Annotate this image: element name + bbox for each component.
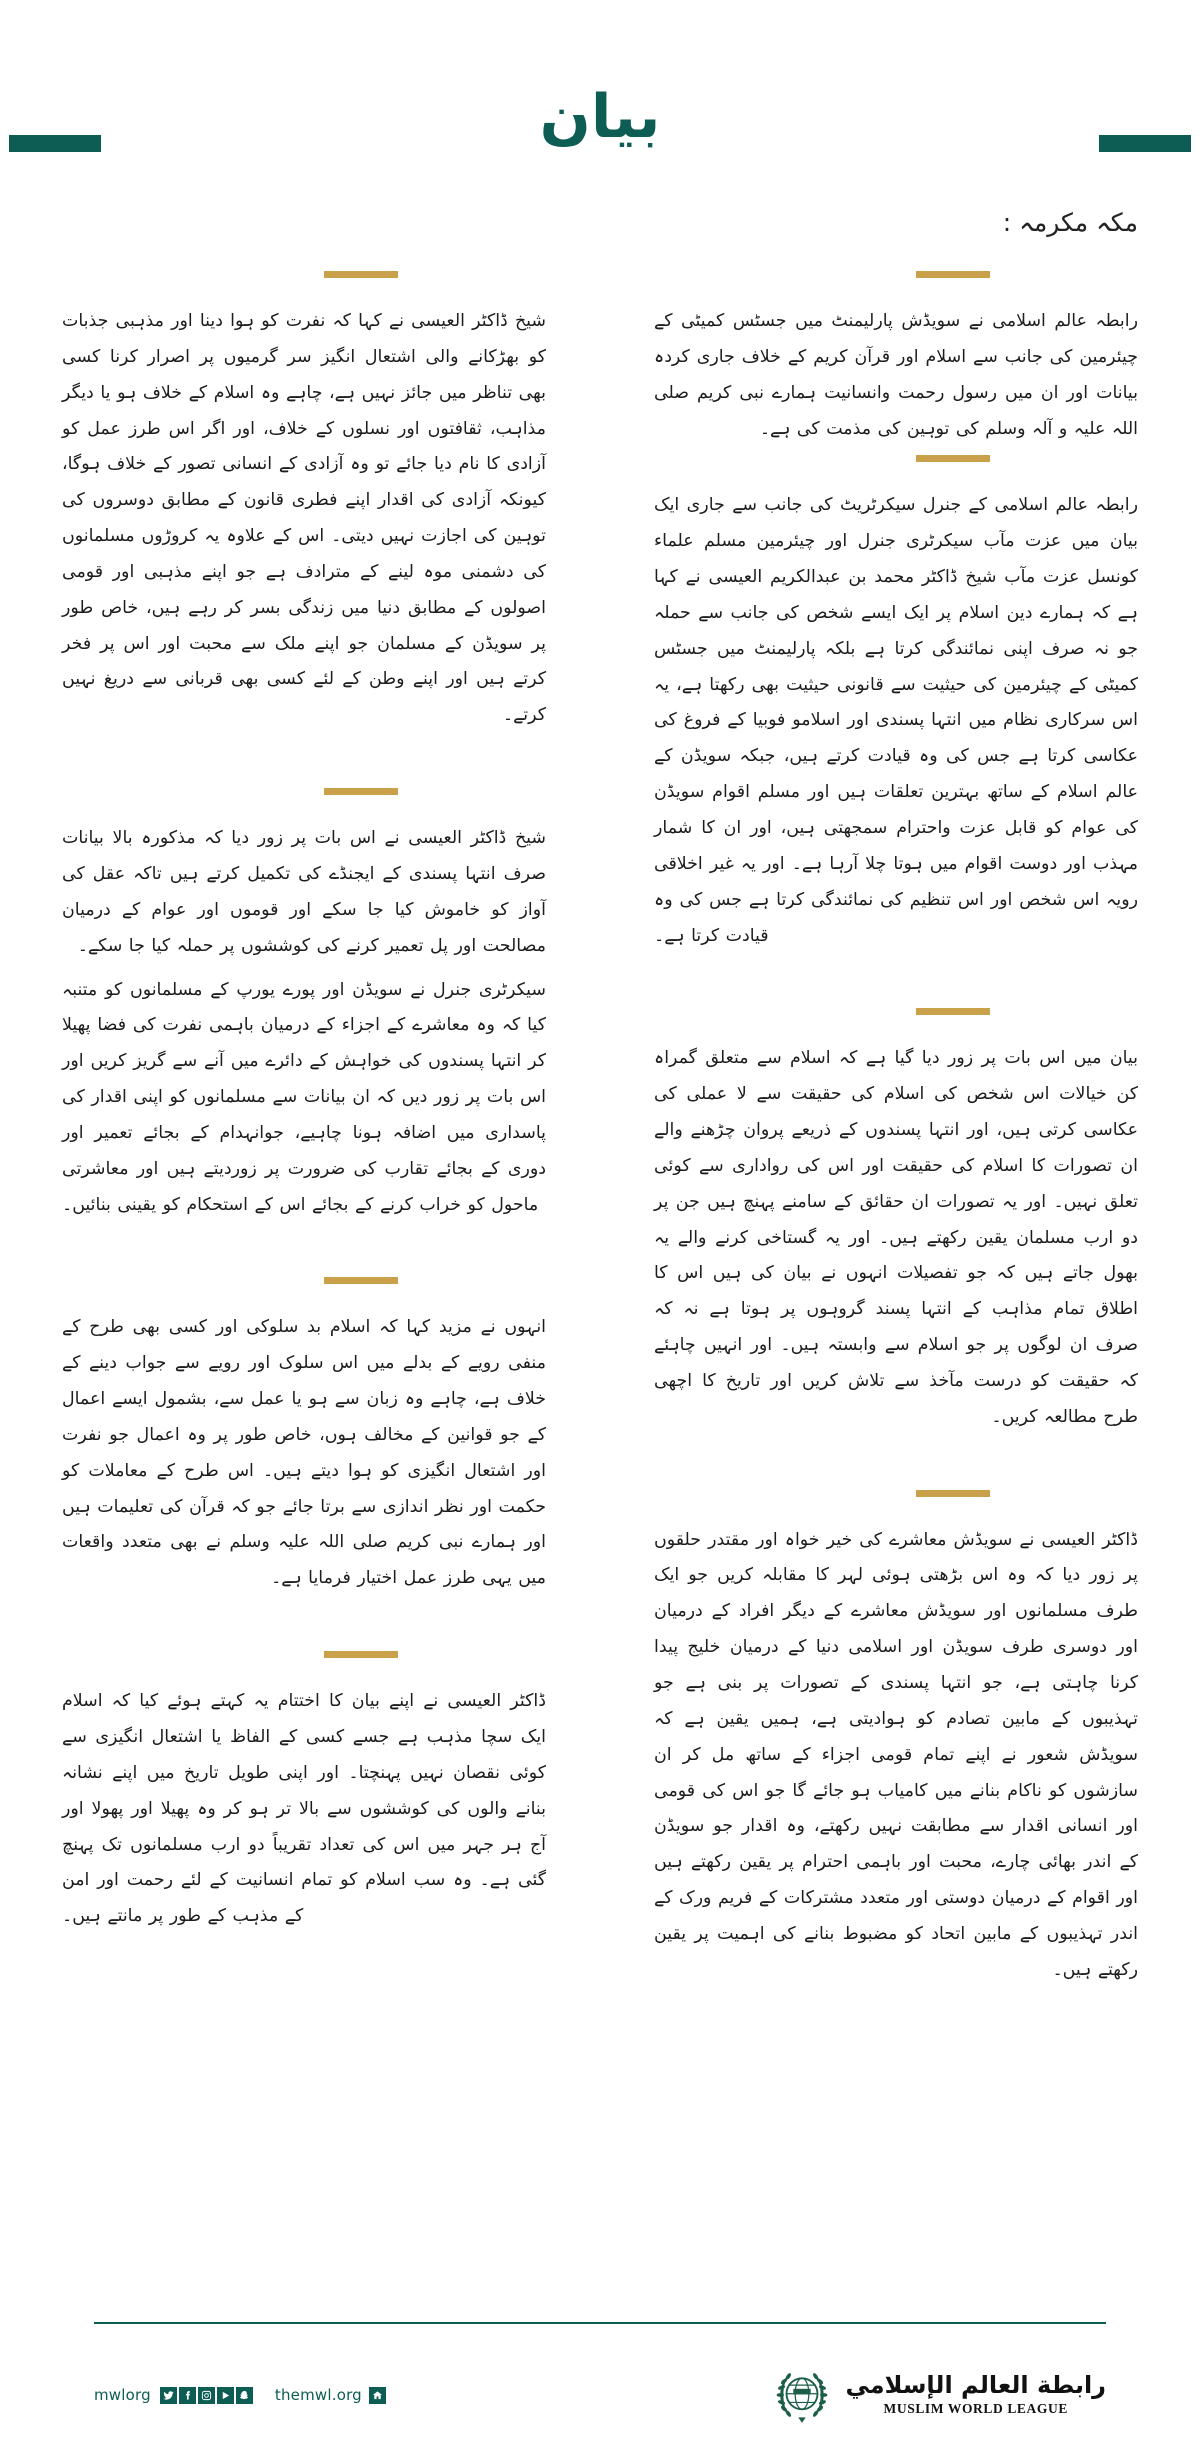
social-handle-label: mwlorg [94, 2386, 151, 2404]
paragraph-divider [916, 271, 990, 278]
paragraph-text: شیخ ڈاکٹر العیسی نے اس بات پر زور دیا کہ مذکورہ بالا بیانات صرف انتہا پسندی کے ایجنڈے کی تکمیل کرتے ہیں تاکہ عقل کی آواز کو خاموش کیا جا سکے اور قوموں اور عوام کے درمیان مصالحت اور پل تعمیر کرنے کی کوششوں پر حملہ کیا جا سکے۔ [62, 828, 546, 956]
paragraph-text: شیخ ڈاکٹر العیسی نے کہا کہ نفرت کو ہوا دینا اور مذہبی جذبات کو بھڑکانے والی اشتعال انگیز سر گرمیوں پر اصرار کرنا کسی بھی تناظر میں جائز نہیں ہے، چاہے وہ اسلام کے خلاف ہو یا دیگر مذاہب، ثقافتوں اور نسلوں کے خلاف، اور اگر اس طرز عمل کو آزادی کا نام دیا جائے تو وہ آزادی کے انسانی تصور کے خلاف ہوگا، کیونکہ آزادی کی اقدار اپنے فطری قانون کے مطابق دوسروں کی توہین کی اجازت نہیں دیتی۔ اس کے علاوہ یہ کروڑوں مسلمانوں کی دشمنی موہ لینے کے مترادف ہے جو اپنے مذہبی اور قومی اصولوں کے مطابق دنیا میں زندگی بسر کر رہے ہیں، خاص طور پر سویڈن کے مسلمان جو اپنے ملک سے محبت اور اس پر فخر کرتے ہیں اور اپنے وطن کے لئے کسی بھی قربانی سے دریغ نہیں کرتے۔ [62, 311, 546, 726]
paragraph-divider [324, 788, 398, 795]
paragraph-block [654, 1008, 1138, 1435]
globe-wreath-emblem [771, 2364, 833, 2426]
header-rule-right [1099, 135, 1191, 152]
paragraph-divider [324, 1651, 398, 1658]
paragraph-text: بیان میں اس بات پر زور دیا گیا ہے کہ اسلام سے متعلق گمراہ کن خیالات اس شخص کی اسلام کی حقیقت سے لا عملی کی عکاسی کرتی ہیں، اور انتہا پسندوں کے ذریعے پروان چڑھنے والے ان تصورات کا اسلام کی حقیقت اور اس کی رواداری سے کوئی تعلق نہیں۔ اور یہ تصورات ان حقائق کے سامنے پہنچ ہیں جن پر دو ارب مسلمان یقین رکھتے ہیں۔ اور یہ گستاخی کرنے والے یہ بھول جاتے ہیں کہ جو تفصیلات انہوں نے بیان کی ہیں اس کا اطلاق تمام مذاہب کے انتہا پسند گروہوں پر ہوتا ہے نہ کہ صرف ان لوگوں پر جو اسلام سے وابستہ ہیں۔ اور انہیں چاہئے کہ حقیقت کو درست مآخذ سے تلاش کریں اور تاریخ کا اچھی طرح مطالعہ کریں۔ [654, 1048, 1138, 1427]
snapchat-icon[interactable] [236, 2387, 253, 2404]
left-column [62, 271, 546, 2019]
twitter-icon[interactable] [160, 2387, 177, 2404]
paragraph-divider [916, 1008, 990, 1015]
page-footer [0, 2292, 1200, 2462]
mwl-logo [771, 2364, 1106, 2426]
paragraph-text: ڈاکٹر العیسی نے اپنے بیان کا اختتام یہ کہتے ہوئے کیا کہ اسلام ایک سچا مذہب ہے جسے کسی کے الفاظ یا اشتعال انگیزی سے کوئی نقصان نہیں پہنچتا۔ اور اپنی طویل تاریخ میں اپنے نشانہ بنانے والوں کی کوششوں سے بالا تر ہو کر وہ پھیلا اور پھولا اور آج ہر جہر میں اس کی تعداد تقریباً دو ارب مسلمانوں تک پہنچ گئی ہے۔ وہ سب اسلام کو تمام انسانیت کے لئے رحمت اور امن کے مذہب کے طور پر مانتے ہیں۔ [62, 1691, 546, 1927]
paragraph-text: سیکرٹری جنرل نے سویڈن اور پورے یورپ کے مسلمانوں کو متنبہ کیا کہ وہ معاشرے کے اجزاء کے درمیان باہمی نفرت کی فضا پھیلا کر انتہا پسندوں کی خواہش کے دائرے میں آنے سے گریز کریں اور اس بات پر زور دیں کہ ان بیانات سے مسلمانوں کو اپنی اقدار کی پاسداری میں اضافہ ہونا چاہیے، جوانہدام کے بجائے تعمیر اور دوری کے بجائے تقارب کی ضرورت پر زوردیتے ہیں اور معاشرتی ماحول کو خراب کرنے کے بجائے اس کے استحکام کو یقینی بنائیں۔ [62, 979, 546, 1215]
paragraph-text: رابطہ عالم اسلامی نے سویڈش پارلیمنٹ میں جسٹس کمیٹی کے چیئرمین کی جانب سے اسلام اور قرآن کریم کے خلاف جاری کردہ بیانات اور ان میں رسول رحمت وانسانیت ہمارے نبی کریم صلی اللہ علیہ و آلہ وسلم کی توہین کی مذمت کی ہے۔ [654, 311, 1138, 439]
paragraph-block [62, 788, 546, 964]
social-icon-row [160, 2387, 253, 2404]
mwl-logo-arabic: رابطة العالم الإسلامي [845, 2371, 1106, 2399]
dateline-text: مکہ مکرمہ : [1002, 208, 1138, 237]
paragraph-block [654, 271, 1138, 447]
paragraph-block [62, 1651, 546, 1935]
page-header [0, 0, 1200, 190]
mwl-logo-english: MUSLIM WORLD LEAGUE [883, 2401, 1068, 2416]
page-title: بيان [539, 82, 661, 152]
home-icon[interactable] [369, 2387, 386, 2404]
footer-divider [94, 2322, 1106, 2324]
paragraph-block [654, 455, 1138, 954]
article-columns [0, 271, 1200, 2019]
website-group [275, 2386, 386, 2404]
footer-links [94, 2386, 386, 2404]
mwl-logo-text [845, 2373, 1106, 2417]
paragraph-text: رابطہ عالم اسلامی کے جنرل سیکرٹریٹ کی جانب سے جاری ایک بیان میں عزت مآب سیکرٹری جنرل اور چیئرمین مسلم علماء کونسل عزت مآب شیخ ڈاکٹر محمد بن عبدالکریم العیسی نے کہا ہے کہ ہمارے دین اسلام پر ایک ایسے شخص کی جانب سے حملہ جو نہ صرف اپنی نمائندگی کرتا ہے بلکہ پارلیمنٹ میں جسٹس کمیٹی کے چیئرمین کی حیثیت سے قانونی حیثیت بھی رکھتا ہے، یہ اس سرکاری نظام میں انتہا پسندی اور اسلامو فوبیا کے فروغ کی عکاسی کرتا ہے جس کی وہ قیادت کرتے ہیں، جبکہ سویڈن کے عالم اسلام کے ساتھ بہترین تعلقات ہیں اور مسلم اقوام سویڈن کی عوام کو قابل عزت واحترام سمجھتی ہیں، اور ان کا شمار مہذب اور دوست اقوام میں ہوتا چلا آرہا ہے۔ اور یہ غیر اخلاقی رویہ اس شخص اور اس تنظیم کی نمائندگی کرتا ہے جس کی وہ قیادت کرتا ہے۔ [654, 495, 1138, 946]
paragraph-divider [324, 1277, 398, 1284]
paragraph-divider [916, 1490, 990, 1497]
website-label: themwl.org [274, 2386, 362, 2404]
facebook-icon[interactable] [179, 2387, 196, 2404]
instagram-icon[interactable] [198, 2387, 215, 2404]
paragraph-text: انہوں نے مزید کہا کہ اسلام بد سلوکی اور کسی بھی طرح کے منفی رویے کے بدلے میں اس سلوک اور رویے سے جواب دینے کے خلاف ہے، چاہے وہ زبان سے ہو یا عمل سے، بشمول ایسے اعمال کے جو قوانین کے مخالف ہوں، خاص طور پر وہ اعمال جو نفرت اور اشتعال انگیزی کو ہوا دیتے ہیں۔ اس طرح کے معاملات کو حکمت اور نظر اندازی سے برتا جائے جو کہ قرآن کی تعلیمات ہیں اور ہمارے نبی کریم صلی اللہ علیہ وسلم نے بھی متعدد واقعات میں یہی طرز عمل اختیار فرمایا ہے۔ [62, 1317, 546, 1589]
paragraph-block [62, 271, 546, 734]
paragraph-text: ڈاکٹر العیسی نے سویڈش معاشرے کی خیر خواہ اور مقتدر حلقوں پر زور دیا کہ وہ اس بڑھتی ہوئی لہر کا مقابلہ کریں جو ایک طرف مسلمانوں اور سویڈش معاشرے کے دیگر افراد کے درمیان اور دوسری طرف سویڈن اور اسلامی دنیا کے درمیان خلیج پیدا کرنا چاہتی ہے، جو انتہا پسندی کے تصورات پر بنی ہے جو تہذیبوں کے مابین تصادم کو ہوادیتی ہے، ہمیں یقین ہے کہ سویڈش شعور نے اپنے تمام قومی اجزاء کے ساتھ مل کر ان سازشوں کو ناکام بنانے میں کامیاب ہو جائے گا جو اس کی قومی اور انسانی اقدار سے مطابقت نہیں رکھتے، وہ اقدار جو سویڈن کے اندر بھائی چارے، محبت اور باہمی احترام پر یقین رکھتے ہیں اور اقوام کے درمیان دوستی اور متعدد مشترکات کے فریم ورک کے اندر تہذیبوں کے مابین اتحاد کو مضبوط بنانے کی اہمیت پر یقین رکھتے ہیں۔ [654, 1529, 1138, 1980]
header-rule-left [9, 135, 101, 152]
paragraph-divider [916, 455, 990, 462]
paragraph-divider [324, 271, 398, 278]
dateline-container [0, 208, 1200, 237]
youtube-icon[interactable] [217, 2387, 234, 2404]
footer-content [94, 2364, 1106, 2426]
social-handle-group [94, 2386, 253, 2404]
paragraph-block [62, 973, 546, 1224]
paragraph-block [62, 1277, 546, 1597]
paragraph-block [654, 1490, 1138, 1989]
right-column [654, 271, 1138, 2019]
